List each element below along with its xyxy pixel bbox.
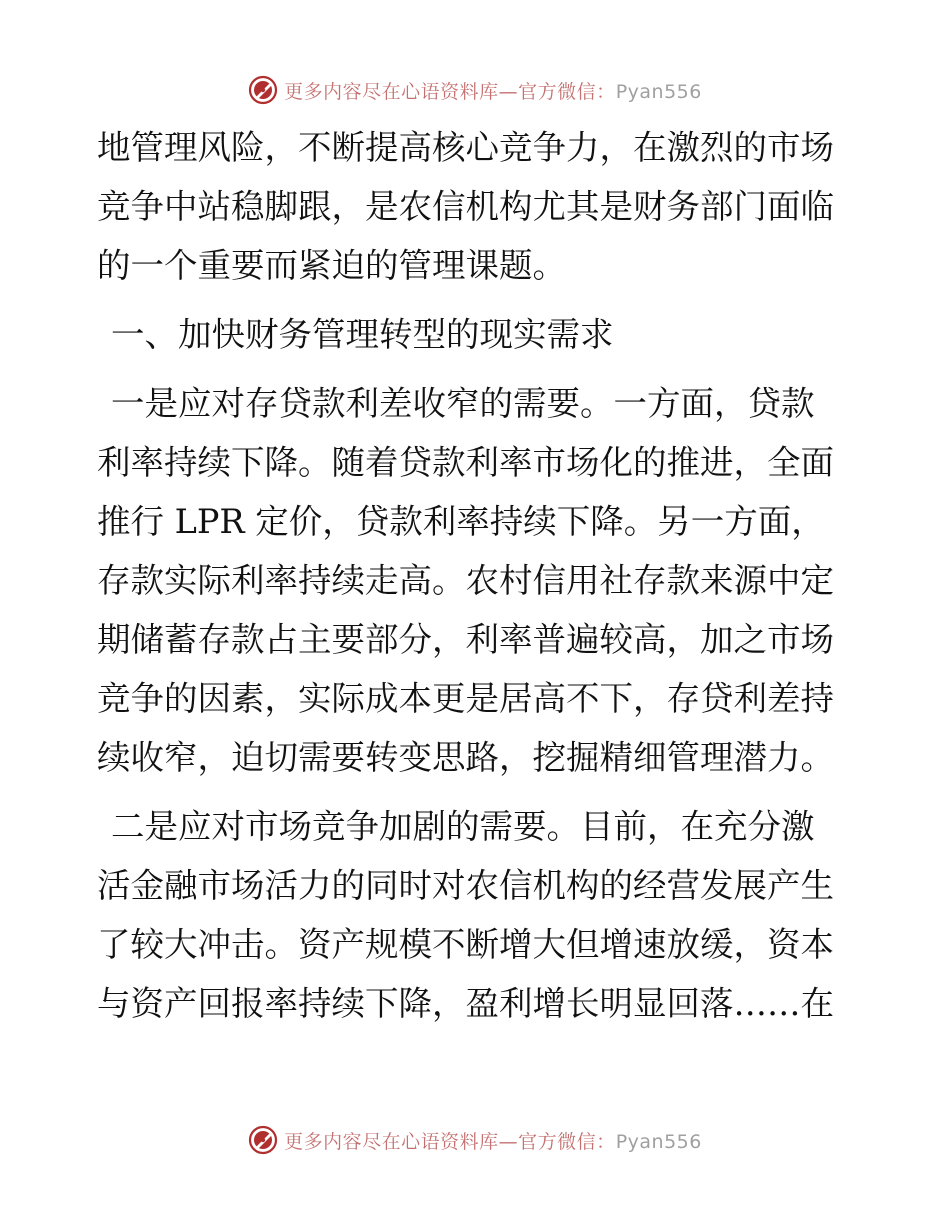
paragraph-2-line-2: 利率持续下降。随着贷款利率市场化的推进，全面 <box>97 443 834 482</box>
paragraph-2-line-3: 推行 LPR 定价，贷款利率持续下降。另一方面， <box>97 502 825 541</box>
footer-banner-text <box>284 1127 702 1154</box>
section-heading: 一、加快财务管理转型的现实需求 <box>111 315 614 354</box>
paragraph-2-line-7: 续收窄，迫切需要转变思路，挖掘精细管理潜力。 <box>97 738 834 777</box>
paragraph-3-line-1: 二是应对市场竞争加剧的需要。目前，在充分激 <box>111 807 815 846</box>
banner-wechat-label: —官方微信： <box>498 1130 616 1153</box>
paragraph-3-line-2: 活金融市场活力的同时对农信机构的经营发展产生 <box>97 866 834 905</box>
pen-logo-icon <box>248 1125 278 1155</box>
pen-logo-icon <box>248 75 278 105</box>
paragraph-3-line-4: 与资产回报率持续下降，盈利增长明显回落……在 <box>97 984 834 1023</box>
paragraph-2-line-1: 一是应对存贷款利差收窄的需要。一方面，贷款 <box>111 384 815 423</box>
banner-site-name: 更多内容尽在心语资料库 <box>284 1130 499 1153</box>
paragraph-3-line-3: 了较大冲击。资产规模不断增大但增速放缓，资本 <box>97 925 834 964</box>
banner-wechat-id: Pyan556 <box>615 80 702 103</box>
document-body <box>97 118 857 1033</box>
paragraph-1-line-1: 地管理风险，不断提高核心竞争力，在激烈的市场 <box>97 128 834 167</box>
banner-wechat-id: Pyan556 <box>615 1130 702 1153</box>
banner-wechat-label: —官方微信： <box>498 80 616 103</box>
paragraph-2-line-5: 期储蓄存款占主要部分，利率普遍较高，加之市场 <box>97 620 834 659</box>
footer-banner <box>0 1120 950 1160</box>
paragraph-2-line-4: 存款实际利率持续走高。农村信用社存款来源中定 <box>97 561 834 600</box>
header-banner-text <box>284 77 702 104</box>
paragraph-1-line-2: 竞争中站稳脚跟，是农信机构尤其是财务部门面临 <box>97 187 834 226</box>
paragraph-1-line-3: 的一个重要而紧迫的管理课题。 <box>97 246 566 285</box>
header-banner <box>0 70 950 110</box>
paragraph-2-line-6: 竞争的因素，实际成本更是居高不下，存贷利差持 <box>97 679 834 718</box>
banner-site-name: 更多内容尽在心语资料库 <box>284 80 499 103</box>
